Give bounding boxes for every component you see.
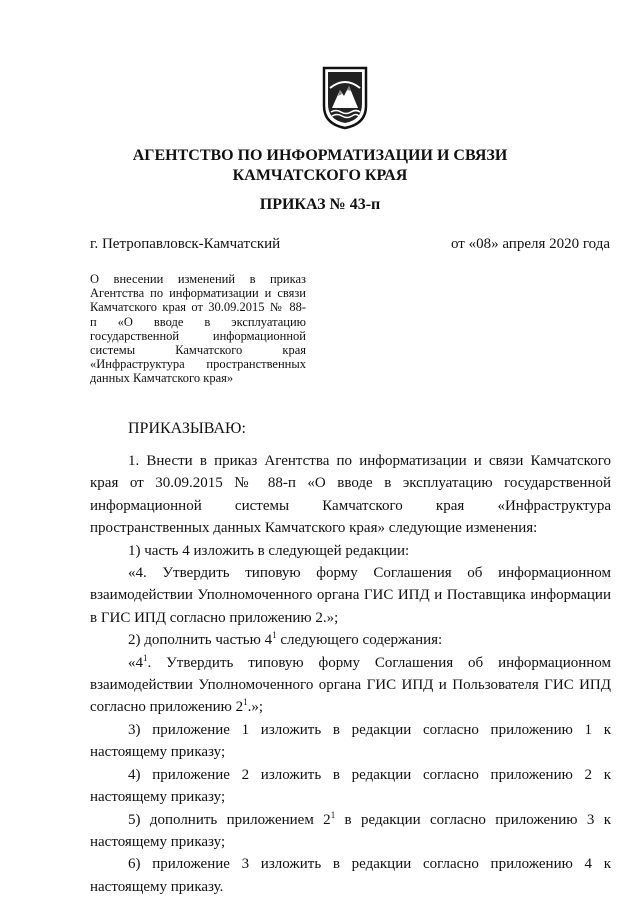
decree-heading: ПРИКАЗЫВАЮ: xyxy=(128,420,246,437)
subject-line: п «О вводе в эксплуатацию xyxy=(90,314,306,329)
paragraph-text: 2) дополнить частью 4 xyxy=(128,632,273,649)
agency-line-2: КАМЧАТСКОГО КРАЯ xyxy=(232,167,408,184)
superscript: 1 xyxy=(143,652,148,663)
subject-line: системы Камчатского края xyxy=(90,343,306,358)
paragraph-text: .»; xyxy=(247,699,264,716)
paragraph xyxy=(90,809,611,854)
subject-line: Камчатского края от 30.09.2015 № 88- xyxy=(90,300,306,315)
subject-line: государственной информационной xyxy=(90,328,306,343)
subject-line: Агентства по информатизации и связи xyxy=(90,286,306,301)
order-body xyxy=(90,450,611,898)
paragraph xyxy=(90,652,611,719)
paragraph: «4. Утвердить типовую форму Соглашения об информационном взаимодействии Уполномоченного органа ГИС ИПД и Поставщика информации в ГИС ИПД согласно приложению 2.»; xyxy=(90,565,611,626)
paragraph-text: «4 xyxy=(128,654,143,671)
subject-line: О внесении изменений в приказ xyxy=(90,272,306,286)
agency-line-1: АГЕНТСТВО ПО ИНФОРМАТИЗАЦИИ И СВЯЗИ xyxy=(132,147,508,164)
superscript: 1 xyxy=(272,630,277,641)
paragraph-text: следующего содержания: xyxy=(276,632,443,649)
paragraph-text: в редакции согласно приложению 3 к настоящему приказу; xyxy=(90,811,611,850)
superscript: 1 xyxy=(330,809,336,820)
city: г. Петропавловск-Камчатский xyxy=(90,236,281,252)
paragraph: 1. Внести в приказ Агентства по информатизации и связи Камчатского края от 30.09.2015 № 88-п «О вводе в эксплуатацию государственной информационной системы Камчатского края «Инфраструктура пространственных данных Камчатского края» следующие изменения: xyxy=(90,453,611,537)
paragraph: 1) часть 4 изложить в следующей редакции: xyxy=(128,542,410,559)
paragraph-text: . Утвердить типовую форму Соглашения об информационном взаимодействии Уполномоченного органа ГИС ИПД и Пользователя ГИС ИПД согласно приложению 2 xyxy=(90,654,611,716)
paragraph: 6) приложение 3 изложить в редакции согласно приложению 4 к настоящему приказу. xyxy=(90,856,611,895)
agency-name xyxy=(0,146,640,186)
order-date: от «08» апреля 2020 года xyxy=(450,236,610,252)
paragraph: 3) приложение 1 изложить в редакции согласно приложению 1 к настоящему приказу; xyxy=(90,721,611,761)
paragraph: 4) приложение 2 изложить в редакции согласно приложению 2 к настоящему приказу; xyxy=(90,766,611,806)
paragraph xyxy=(90,629,611,651)
coat-of-arms-icon xyxy=(322,66,368,130)
order-title: ПРИКАЗ № 43-п xyxy=(259,196,381,213)
subject-line: «Инфраструктура пространственных xyxy=(90,357,306,372)
paragraph-text: 5) дополнить приложением 2 xyxy=(128,811,331,828)
superscript: 1 xyxy=(243,697,248,708)
subject-line: данных Камчатского края» xyxy=(90,371,234,386)
order-subject xyxy=(90,272,306,386)
